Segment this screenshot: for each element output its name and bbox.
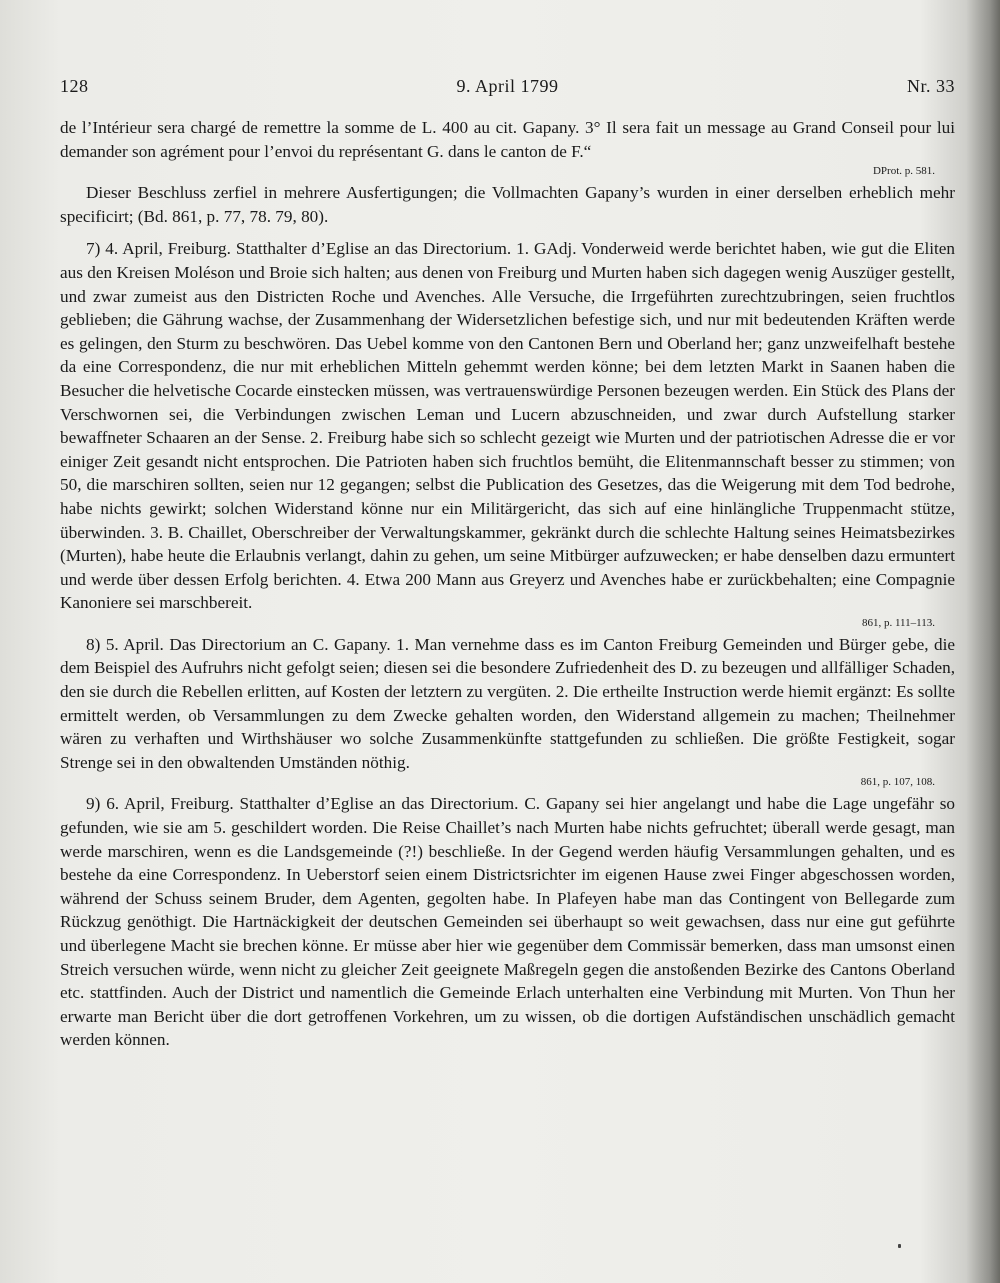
print-speck: [898, 1244, 901, 1248]
entry-8: 8) 5. April. Das Directorium an C. Gapany. 1. Man vernehme dass es im Canton Freiburg Gemeinden und Bürger gebe, die dem Beispiel des Aufruhrs nicht gefolgt seien; diesen sei die besondere Zufriedenheit des D. zu bezeugen und allfälliger Schaden, den sie durch die Rebellen erlitten, auf Kosten der letztern zu vergüten. 2. Die ertheilte Instruction werde hiemit ergänzt: Es sollte ermittelt werden, ob Versammlungen zu dem Zwecke gehalten worden, den Widerstand allgemein zu machen; Theilnehmer wären zu verhaften und Wirthshäuser wo solche Zusammenkünfte stattgefunden zu schließen. Die größte Festigkeit, sogar Strenge sei in den obwaltenden Umständen nöthig.: [60, 634, 955, 772]
source-reference: DProt. p. 581.: [872, 165, 935, 178]
page-body: [60, 116, 955, 1052]
page-number: 128: [60, 76, 89, 96]
running-header: [60, 76, 955, 102]
page-edge-shadow: [966, 0, 1000, 1283]
header-date: 9. April 1799: [456, 76, 559, 96]
paragraph-note: Dieser Beschluss zerfiel in mehrere Ausfertigungen; die Vollmachten Gapany’s wurden in einer derselben erheblich mehr specificirt; (Bd. 861, p. 77, 78. 79, 80).: [60, 183, 955, 226]
spacer: [60, 228, 955, 237]
source-reference: 861, p. 111–113.: [861, 616, 935, 629]
document-number: Nr. 33: [907, 76, 955, 96]
source-reference: 861, p. 107, 108.: [860, 776, 935, 789]
entry-7: 7) 4. April, Freiburg. Statthalter d’Eglise an das Directorium. 1. GAdj. Vonderweid werde berichtet haben, wie gut die Eliten aus den Kreisen Moléson und Broie sich halten; aus denen von Freiburg und Murten haben sich dagegen wenig Auszüger gestellt, und zwar zumeist aus den Districten Roche und Avenches. Alle Versuche, die Irrgeführten zurechtzubringen, seien fruchtlos geblieben; die Gährung wachse, der Zusammenhang der Widersetzlichen befestige sich, und nur mit bedeutenden Kräften werde es gelingen, den Sturm zu beschwören. Das Uebel komme von den Cantonen Bern und Oberland her; ganz unzweifelhaft bestehe da eine Correspondenz, die nur mit erheblichen Mitteln gehemmt werden könne; bei dem letzten Markt in Saanen haben die Besucher die helvetische Cocarde einstecken müssen, was vertrauenswürdige Personen bezeugen werden. Ein Stück des Plans der Verschwornen sei, die Verbindungen zwischen Leman und Lucern abzuschneiden, und zwar durch Aufstellung starker bewaffneter Schaaren an der Sense. 2. Freiburg habe sich so schlecht gezeigt wie Murten und der patriotischen Adresse die er vor einiger Zeit gesandt nicht entsprochen. Die Patrioten haben sich fruchtlos bemüht, die Elitenmannschaft besser zu stimmen; von 50, die marschiren sollten, seien nur 12 gegangen; selbst die Publication des Gesetzes, das die Weigerung mit dem Tod bedrohe, habe nichts gewirkt; solchen Widerstand könne nur ein Militärgericht, das sich auf eine hinlängliche Truppenmacht stütze, überwinden. 3. B. Chaillet, Oberschreiber der Verwaltungskammer, gekränkt durch die schlechte Haltung seines Heimatsbezirkes (Murten), habe heute die Erlaubnis verlangt, dahin zu gehen, um seine Mitbürger aufzuwecken; er habe denselben dazu ermuntert und werde über dessen Erfolg berichten. 4. Etwa 200 Mann aus Greyerz und Avenches habe er zurückbehalten; eine Compagnie Kanoniere sei marschbereit.: [60, 239, 955, 613]
paragraph-continuation: de l’Intérieur sera chargé de remettre la somme de L. 400 au cit. Gapany. 3° Il sera fait un message au Grand Conseil pour lui demander son agrément pour l’envoi du représentant G. dans le canton de F.“: [60, 118, 955, 161]
entry-9: 9) 6. April, Freiburg. Statthalter d’Eglise an das Directorium. C. Gapany sei hier angelangt und habe die Lage ungefähr so gefunden, wie sie am 5. geschildert worden. Die Reise Chaillet’s nach Murten habe nichts gefruchtet; überall werde gesagt, man werde marschiren, wenn es die Landsgemeinde (?!) beschließe. In der Gegend werden häufig Versammlungen gehalten, und es bestehe da eine Correspondenz. In Ueberstorf seien einem Districtsrichter im eigenen Hause zwei Finger abgeschossen worden, während der Schuss seinem Bruder, dem Agenten, gegolten habe. In Plafeyen habe man das Contingent von Bellegarde zum Rückzug genöthigt. Die Hartnäckigkeit der deutschen Gemeinden sei überhaupt so weit gewachsen, dass nur eine gut geführte und überlegene Macht sie brechen könne. Er müsse aber hier wie gegenüber dem Commissär bemerken, dass man umsonst einen Streich versuchen würde, wenn nicht zu gleicher Zeit geeignete Maßregeln gegen die anstoßenden Bezirke des Cantons Oberland etc. stattfinden. Auch der District und namentlich die Gemeinde Erlach unterhalten eine Verbindung mit Murten. Von Thun her erwarte man Bericht über die dort getroffenen Vorkehren, um zu wissen, ob die dortigen Aufständischen unschädlich gemacht werden können.: [60, 794, 955, 1050]
